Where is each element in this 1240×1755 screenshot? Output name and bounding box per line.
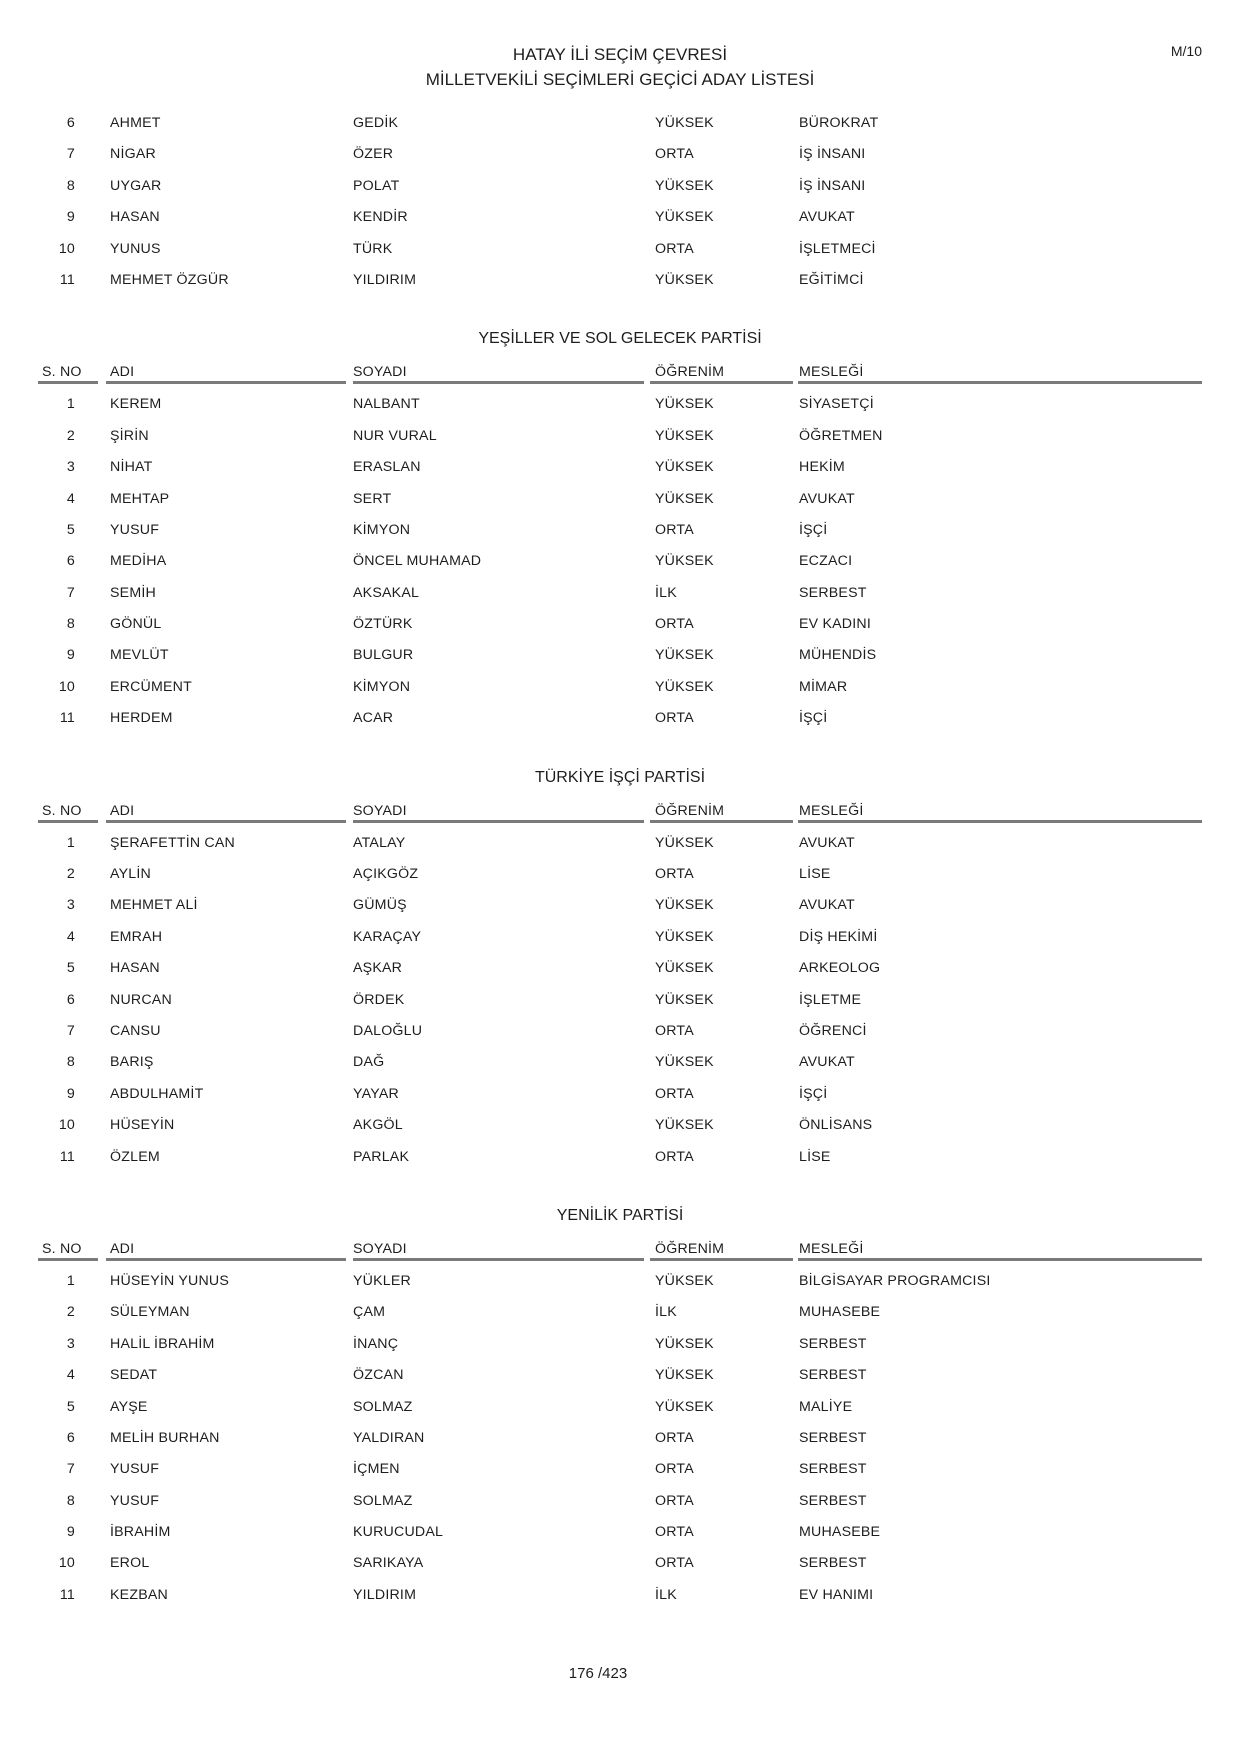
col-header-surname: SOYADI: [353, 364, 407, 381]
cell-no: 6: [66, 115, 75, 131]
cell-profession: BİLGİSAYAR PROGRAMCISI: [799, 1272, 991, 1289]
cell-name: YUSUF: [110, 1492, 160, 1509]
cell-name: GÖNÜL: [110, 616, 162, 633]
cell-profession: AVUKAT: [799, 897, 855, 914]
header-underline-segment: [353, 820, 644, 823]
cell-profession: SİYASETÇİ: [799, 396, 874, 413]
cell-surname: SARIKAYA: [353, 1555, 424, 1572]
table-row: [0, 582, 1240, 613]
cell-profession: İŞÇİ: [799, 710, 828, 727]
col-header-profession: MESLEĞİ: [799, 364, 864, 381]
cell-surname: ÇAM: [353, 1304, 386, 1321]
cell-education: YÜKSEK: [655, 1272, 714, 1289]
party-section: [0, 767, 1240, 1177]
page-corner-label: M/10: [1170, 43, 1202, 59]
cell-profession: AVUKAT: [799, 834, 855, 851]
cell-name: NİHAT: [110, 459, 153, 476]
cell-surname: YAYAR: [353, 1085, 399, 1102]
cell-no: 7: [66, 1461, 75, 1478]
header-underline-segment: [353, 1258, 644, 1261]
cell-profession: ARKEOLOG: [799, 960, 881, 977]
cell-no: 10: [58, 678, 75, 695]
cell-profession: ECZACI: [799, 553, 853, 570]
cell-profession: İŞ İNSANI: [799, 177, 866, 194]
cell-name: EROL: [110, 1555, 150, 1572]
col-header-name: ADI: [110, 364, 135, 381]
cell-profession: İŞLETMECİ: [799, 240, 876, 257]
cell-no: 7: [66, 584, 75, 601]
cell-profession: AVUKAT: [799, 209, 855, 226]
cell-name: NURCAN: [110, 991, 172, 1008]
table-body: [0, 823, 1240, 1177]
cell-profession: SERBEST: [799, 1335, 867, 1352]
col-header-education: ÖĞRENİM: [655, 364, 725, 381]
cell-education: YÜKSEK: [655, 553, 714, 570]
cell-profession: HEKİM: [799, 459, 845, 476]
cell-surname: YILDIRIM: [353, 1586, 417, 1603]
table-row: [0, 1458, 1240, 1489]
header-underline: [0, 1258, 1240, 1261]
header-underline-segment: [650, 820, 793, 823]
table-row: [0, 175, 1240, 206]
party-title: YEŞİLLER VE SOL GELECEK PARTİSİ: [478, 330, 762, 348]
cell-surname: ATALAY: [353, 834, 406, 851]
cell-education: YÜKSEK: [655, 1335, 714, 1352]
cell-education: ORTA: [655, 521, 694, 538]
cell-surname: KİMYON: [353, 521, 411, 538]
table-row: [0, 926, 1240, 957]
cell-surname: ÖZTÜRK: [353, 616, 413, 633]
cell-surname: YALDIRAN: [353, 1429, 425, 1446]
table-body: [0, 1261, 1240, 1615]
cell-name: YUSUF: [110, 1461, 160, 1478]
cell-surname: TÜRK: [353, 240, 393, 257]
cell-no: 3: [66, 1335, 75, 1352]
cell-surname: ERASLAN: [353, 459, 421, 476]
table-header-row: [0, 361, 1240, 379]
table-row: [0, 1114, 1240, 1145]
table-row: [0, 1270, 1240, 1301]
table-row: [0, 676, 1240, 707]
cell-education: ORTA: [655, 710, 694, 727]
cell-no: 3: [66, 897, 75, 914]
table-row: [0, 550, 1240, 581]
header-underline-segment: [798, 1258, 1202, 1261]
cell-education: YÜKSEK: [655, 209, 714, 226]
cell-name: HASAN: [110, 209, 160, 226]
cell-no: 8: [66, 1054, 75, 1071]
table-row: [0, 1020, 1240, 1051]
cell-education: YÜKSEK: [655, 647, 714, 664]
cell-no: 9: [66, 1524, 75, 1541]
cell-profession: MALİYE: [799, 1398, 853, 1415]
table-row: [0, 832, 1240, 863]
col-header-no: S. NO: [42, 1240, 82, 1257]
cell-education: YÜKSEK: [655, 897, 714, 914]
cell-profession: MUHASEBE: [799, 1524, 881, 1541]
cell-name: YUNUS: [110, 240, 161, 257]
cell-profession: MÜHENDİS: [799, 647, 877, 664]
cell-no: 2: [66, 1304, 75, 1321]
cell-name: HASAN: [110, 960, 160, 977]
cell-profession: EĞİTİMCİ: [799, 271, 864, 288]
table-row: [0, 1333, 1240, 1364]
party-title: TÜRKİYE İŞÇİ PARTİSİ: [534, 768, 706, 786]
cell-profession: SERBEST: [799, 584, 867, 601]
cell-surname: ÖRDEK: [353, 991, 405, 1008]
table-row: [0, 425, 1240, 456]
cell-profession: İŞÇİ: [799, 1085, 828, 1102]
cell-surname: ÖZER: [353, 146, 394, 163]
party-section: [0, 328, 1240, 738]
cell-name: BARIŞ: [110, 1054, 154, 1071]
cell-surname: AKGÖL: [353, 1117, 403, 1134]
continuation-table: [0, 103, 1240, 300]
cell-name: ABDULHAMİT: [110, 1085, 204, 1102]
col-header-education: ÖĞRENİM: [655, 1240, 725, 1257]
table-row: [0, 393, 1240, 424]
cell-name: ÖZLEM: [110, 1148, 160, 1165]
cell-profession: MUHASEBE: [799, 1304, 881, 1321]
table-row: [0, 1521, 1240, 1552]
cell-surname: DAĞ: [353, 1054, 385, 1071]
table-row: [0, 863, 1240, 894]
header-underline-segment: [650, 1258, 793, 1261]
table-row: [0, 1552, 1240, 1583]
cell-education: İLK: [655, 1304, 677, 1321]
cell-profession: AVUKAT: [799, 490, 855, 507]
cell-surname: KENDİR: [353, 209, 408, 226]
cell-no: 9: [66, 209, 75, 226]
cell-profession: LİSE: [799, 1148, 831, 1165]
cell-surname: NUR VURAL: [353, 427, 437, 444]
cell-education: ORTA: [655, 1461, 694, 1478]
cell-education: YÜKSEK: [655, 960, 714, 977]
cell-surname: KARAÇAY: [353, 928, 422, 945]
cell-profession: DİŞ HEKİMİ: [799, 928, 878, 945]
table-row: [0, 206, 1240, 237]
cell-no: 11: [59, 1148, 75, 1165]
cell-profession: LİSE: [799, 866, 831, 883]
cell-no: 3: [66, 459, 75, 476]
cell-no: 4: [66, 1367, 75, 1384]
cell-name: AYŞE: [110, 1398, 148, 1415]
cell-surname: YILDIRIM: [353, 271, 417, 288]
table-row: [0, 269, 1240, 300]
table-row: [0, 957, 1240, 988]
cell-no: 7: [66, 146, 75, 163]
cell-no: 10: [58, 1555, 75, 1572]
cell-education: YÜKSEK: [655, 490, 714, 507]
cell-surname: YÜKLER: [353, 1272, 411, 1289]
col-header-no: S. NO: [42, 802, 82, 819]
cell-education: YÜKSEK: [655, 396, 714, 413]
cell-education: YÜKSEK: [655, 115, 714, 131]
cell-education: YÜKSEK: [655, 1398, 714, 1415]
document-title-line1: HATAY İLİ SEÇİM ÇEVRESİ: [512, 45, 728, 64]
document-title-line2: MİLLETVEKİLİ SEÇİMLERİ GEÇİCİ ADAY LİSTESİ: [425, 70, 815, 89]
cell-surname: İÇMEN: [353, 1461, 400, 1478]
cell-education: ORTA: [655, 1148, 694, 1165]
cell-surname: SOLMAZ: [353, 1492, 413, 1509]
cell-no: 10: [58, 1117, 75, 1134]
cell-name: HERDEM: [110, 710, 173, 727]
cell-profession: İŞLETME: [799, 991, 862, 1008]
cell-surname: KURUCUDAL: [353, 1524, 444, 1541]
cell-education: YÜKSEK: [655, 678, 714, 695]
cell-surname: AŞKAR: [353, 960, 403, 977]
header-underline: [0, 381, 1240, 384]
cell-name: ERCÜMENT: [110, 678, 192, 695]
table-row: [0, 1146, 1240, 1177]
cell-name: SÜLEYMAN: [110, 1304, 190, 1321]
cell-profession: MİMAR: [799, 678, 848, 695]
cell-name: MEHMET ALİ: [110, 897, 198, 914]
cell-education: YÜKSEK: [655, 1367, 714, 1384]
cell-no: 5: [66, 960, 75, 977]
cell-no: 1: [66, 834, 75, 851]
cell-profession: ÖĞRETMEN: [799, 427, 883, 444]
col-header-name: ADI: [110, 802, 135, 819]
col-header-surname: SOYADI: [353, 802, 407, 819]
table-row: [0, 1301, 1240, 1332]
cell-surname: ACAR: [353, 710, 394, 727]
cell-name: AHMET: [110, 115, 161, 131]
cell-no: 4: [66, 490, 75, 507]
col-header-name: ADI: [110, 1240, 135, 1257]
col-header-no: S. NO: [42, 364, 82, 381]
cell-name: MEVLÜT: [110, 647, 169, 664]
cell-education: ORTA: [655, 146, 694, 163]
table-row: [0, 238, 1240, 269]
cell-education: ORTA: [655, 616, 694, 633]
cell-education: ORTA: [655, 1429, 694, 1446]
cell-education: İLK: [655, 584, 677, 601]
table-header-row: [0, 800, 1240, 818]
cell-name: HALİL İBRAHİM: [110, 1335, 215, 1352]
cell-profession: SERBEST: [799, 1492, 867, 1509]
cell-profession: EV HANIMI: [799, 1586, 874, 1603]
cell-profession: AVUKAT: [799, 1054, 855, 1071]
table-row: [0, 1051, 1240, 1082]
cell-no: 11: [59, 710, 75, 727]
cell-no: 1: [66, 1272, 75, 1289]
table-row: [0, 1083, 1240, 1114]
cell-no: 8: [66, 177, 75, 194]
table-row: [0, 143, 1240, 174]
cell-education: ORTA: [655, 1555, 694, 1572]
cell-education: YÜKSEK: [655, 271, 714, 288]
col-header-profession: MESLEĞİ: [799, 802, 864, 819]
cell-name: KEZBAN: [110, 1586, 168, 1603]
cell-name: SEMİH: [110, 584, 156, 601]
cell-name: MELİH BURHAN: [110, 1429, 220, 1446]
document-title: [0, 0, 1240, 92]
cell-no: 5: [66, 521, 75, 538]
page-number: 176 /423: [568, 1665, 628, 1683]
cell-education: ORTA: [655, 1524, 694, 1541]
cell-no: 2: [66, 427, 75, 444]
cell-education: ORTA: [655, 240, 694, 257]
cell-education: İLK: [655, 1586, 677, 1603]
table-body: [0, 384, 1240, 738]
table-row: [0, 1396, 1240, 1427]
cell-profession: BÜROKRAT: [799, 115, 879, 131]
cell-profession: İŞÇİ: [799, 521, 828, 538]
cell-name: CANSU: [110, 1022, 161, 1039]
cell-education: YÜKSEK: [655, 177, 714, 194]
cell-surname: KİMYON: [353, 678, 411, 695]
cell-education: ORTA: [655, 866, 694, 883]
table-row: [0, 488, 1240, 519]
cell-surname: BULGUR: [353, 647, 414, 664]
cell-no: 10: [58, 240, 75, 257]
cell-surname: ÖZCAN: [353, 1367, 404, 1384]
header-underline-segment: [38, 820, 98, 823]
cell-name: SEDAT: [110, 1367, 158, 1384]
header-underline-segment: [106, 1258, 346, 1261]
cell-no: 7: [66, 1022, 75, 1039]
header-underline-segment: [798, 820, 1202, 823]
cell-profession: SERBEST: [799, 1429, 867, 1446]
cell-profession: SERBEST: [799, 1461, 867, 1478]
cell-surname: SOLMAZ: [353, 1398, 413, 1415]
cell-name: MEHMET ÖZGÜR: [110, 271, 229, 288]
cell-name: EMRAH: [110, 928, 163, 945]
table-row: [0, 1490, 1240, 1521]
cell-profession: ÖĞRENCİ: [799, 1022, 867, 1039]
cell-surname: NALBANT: [353, 396, 420, 413]
table-row: [0, 112, 1240, 143]
table-row: [0, 519, 1240, 550]
cell-education: ORTA: [655, 1085, 694, 1102]
cell-no: 4: [66, 928, 75, 945]
table-header-row: [0, 1238, 1240, 1256]
party-section: [0, 1205, 1240, 1615]
table-row: [0, 989, 1240, 1020]
cell-education: YÜKSEK: [655, 1117, 714, 1134]
cell-surname: AÇIKGÖZ: [353, 866, 419, 883]
cell-surname: GEDİK: [353, 115, 399, 131]
cell-name: ŞİRİN: [110, 427, 149, 444]
cell-no: 11: [59, 271, 75, 288]
party-sections: [0, 328, 1240, 1615]
cell-profession: SERBEST: [799, 1367, 867, 1384]
cell-no: 6: [66, 991, 75, 1008]
cell-education: YÜKSEK: [655, 991, 714, 1008]
cell-profession: SERBEST: [799, 1555, 867, 1572]
cell-profession: İŞ İNSANI: [799, 146, 866, 163]
cell-profession: EV KADINI: [799, 616, 871, 633]
cell-name: KEREM: [110, 396, 162, 413]
cell-education: YÜKSEK: [655, 459, 714, 476]
table-row: [0, 1584, 1240, 1615]
table-row: [0, 894, 1240, 925]
cell-education: YÜKSEK: [655, 427, 714, 444]
cell-name: MEDİHA: [110, 553, 167, 570]
cell-education: YÜKSEK: [655, 834, 714, 851]
table-row: [0, 613, 1240, 644]
col-header-profession: MESLEĞİ: [799, 1240, 864, 1257]
cell-surname: İNANÇ: [353, 1335, 399, 1352]
cell-profession: ÖNLİSANS: [799, 1117, 873, 1134]
header-underline-segment: [38, 381, 98, 384]
header-underline-segment: [106, 381, 346, 384]
cell-name: AYLİN: [110, 866, 151, 883]
cell-no: 8: [66, 1492, 75, 1509]
header-underline-segment: [353, 381, 644, 384]
cell-education: ORTA: [655, 1022, 694, 1039]
cell-name: ŞERAFETTİN CAN: [110, 834, 235, 851]
cell-education: ORTA: [655, 1492, 694, 1509]
cell-surname: GÜMÜŞ: [353, 897, 407, 914]
cell-name: HÜSEYİN: [110, 1117, 175, 1134]
header-underline-segment: [798, 381, 1202, 384]
cell-name: HÜSEYİN YUNUS: [110, 1272, 230, 1289]
party-title: YENİLİK PARTİSİ: [556, 1206, 684, 1224]
cell-no: 9: [66, 1085, 75, 1102]
table-row: [0, 1427, 1240, 1458]
cell-no: 5: [66, 1398, 75, 1415]
cell-surname: PARLAK: [353, 1148, 410, 1165]
cell-name: NİGAR: [110, 146, 156, 163]
cell-surname: AKSAKAL: [353, 584, 420, 601]
cell-name: İBRAHİM: [110, 1524, 171, 1541]
header-underline-segment: [106, 820, 346, 823]
cell-name: YUSUF: [110, 521, 160, 538]
cell-surname: POLAT: [353, 177, 400, 194]
cell-name: MEHTAP: [110, 490, 170, 507]
col-header-education: ÖĞRENİM: [655, 802, 725, 819]
cell-no: 2: [66, 866, 75, 883]
cell-surname: ÖNCEL MUHAMAD: [353, 553, 482, 570]
table-row: [0, 1364, 1240, 1395]
cell-surname: DALOĞLU: [353, 1022, 423, 1039]
cell-no: 6: [66, 553, 75, 570]
table-row: [0, 707, 1240, 738]
cell-no: 11: [59, 1586, 75, 1603]
cell-surname: SERT: [353, 490, 392, 507]
cell-education: YÜKSEK: [655, 928, 714, 945]
cell-no: 8: [66, 616, 75, 633]
header-underline-segment: [650, 381, 793, 384]
cell-no: 6: [66, 1429, 75, 1446]
table-row: [0, 456, 1240, 487]
col-header-surname: SOYADI: [353, 1240, 407, 1257]
cell-no: 1: [66, 396, 75, 413]
header-underline-segment: [38, 1258, 98, 1261]
cell-name: UYGAR: [110, 177, 162, 194]
header-underline: [0, 820, 1240, 823]
cell-education: YÜKSEK: [655, 1054, 714, 1071]
table-row: [0, 644, 1240, 675]
cell-no: 9: [66, 647, 75, 664]
